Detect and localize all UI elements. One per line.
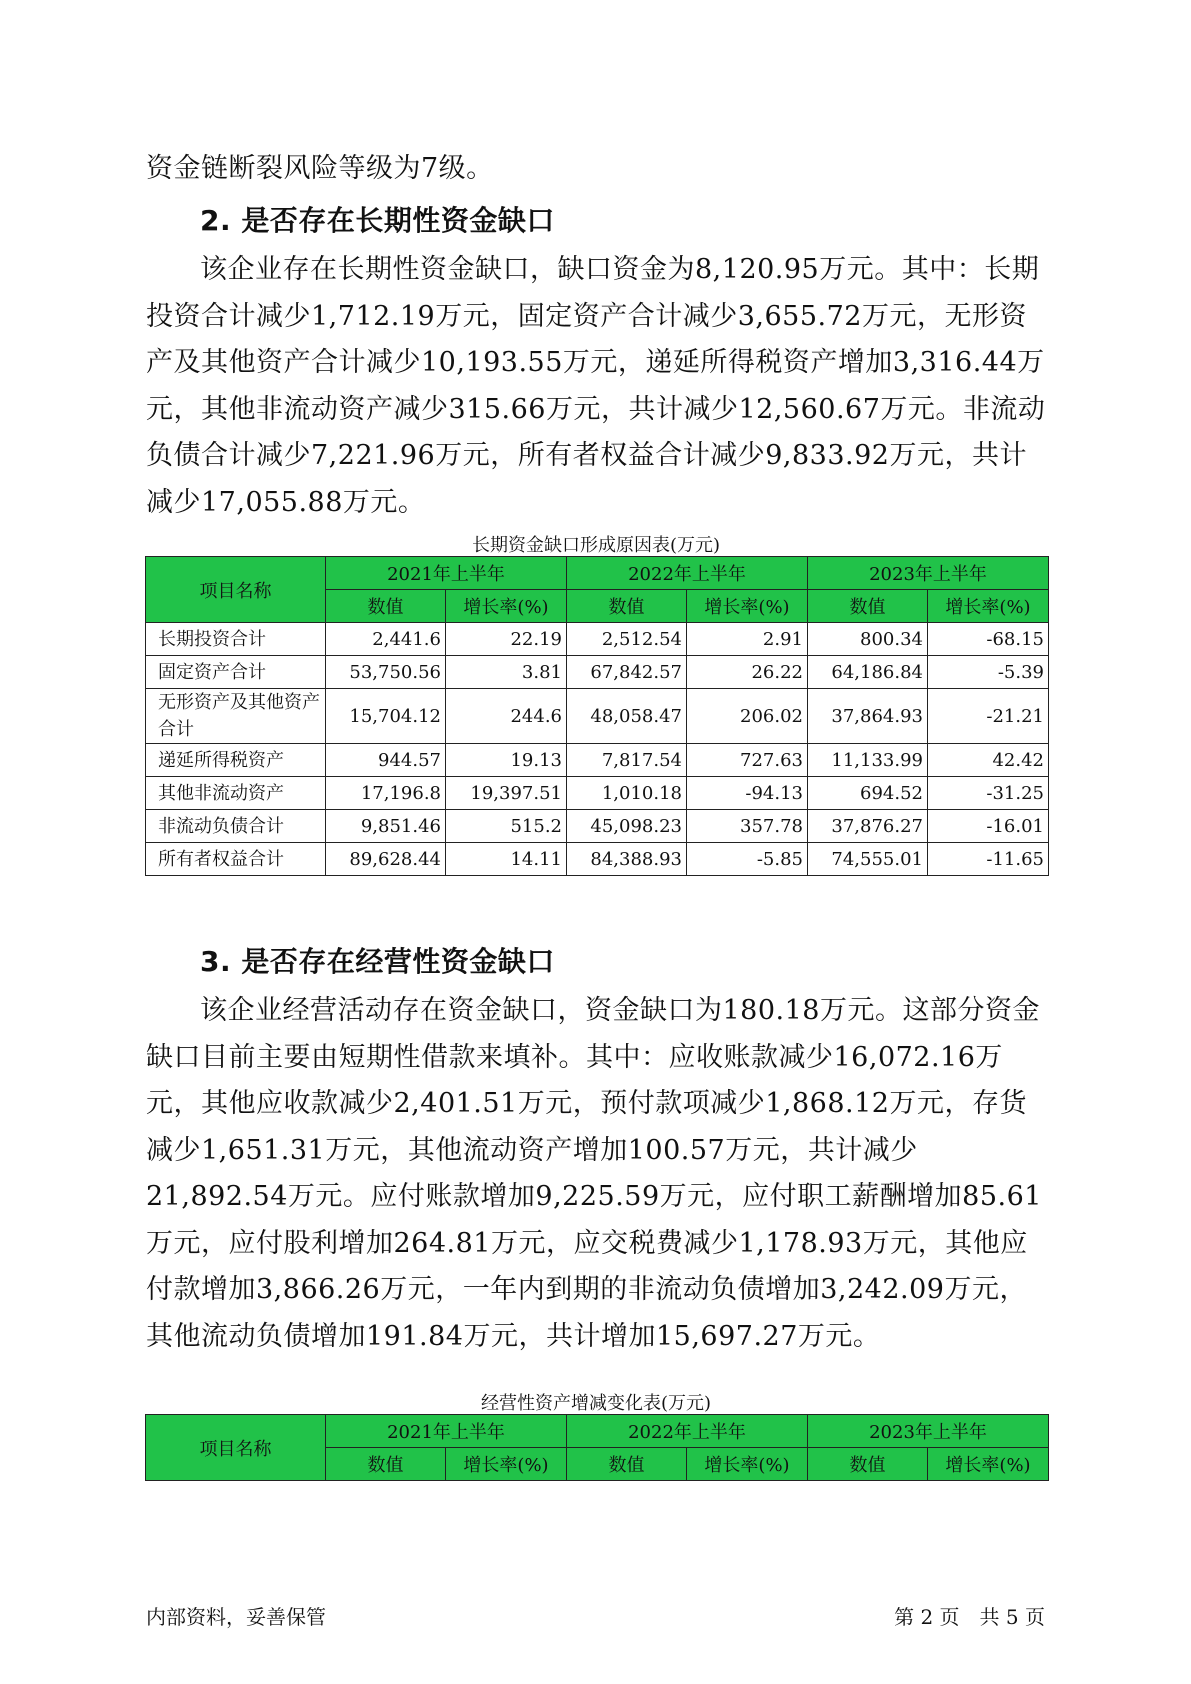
operating-assets-table [145,1414,1049,1481]
cell-value: 74,555.01 [808,843,928,876]
cell-growth: -68.15 [928,623,1049,656]
cell-value: 944.57 [326,744,446,777]
table-header-growth: 增长率(%) [687,590,808,623]
cell-value: 2,441.6 [326,623,446,656]
cell-value: 11,133.99 [808,744,928,777]
table-2-caption: 经营性资产增减变化表(万元) [480,1393,712,1414]
row-label: 其他非流动资产 [146,777,326,810]
cell-growth: 727.63 [687,744,808,777]
cell-value: 84,388.93 [567,843,687,876]
cell-growth: 515.2 [446,810,567,843]
table-header-period: 2021年上半年 [326,557,567,590]
table-row [146,777,1049,810]
table-header-value: 数值 [326,1448,446,1481]
cell-value: 7,817.54 [567,744,687,777]
section-3-heading: 3. 是否存在经营性资金缺口 [200,945,555,978]
cell-growth: 244.6 [446,689,567,744]
cell-growth: 22.19 [446,623,567,656]
cell-value: 17,196.8 [326,777,446,810]
cell-value: 2,512.54 [567,623,687,656]
table-header-item-name: 项目名称 [146,1415,326,1481]
section-2-paragraph: 该企业存在长期性资金缺口，缺口资金为8,120.95万元。其中：长期投资合计减少1,712.19万元，固定资产合计减少3,655.72万元，无形资产及其他资产合计减少10,193.55万元，递延所得税资产增加3,316.44万元，其他非流动资产减少315.66万元，共计减少12,560.67万元。非流动负债合计减少7,221.96万元，所有者权益合计减少9,833.92万元，共计减少17,055.88万元。 [146,254,1046,518]
cell-growth: -21.21 [928,689,1049,744]
cell-growth: 42.42 [928,744,1049,777]
table-row [146,744,1049,777]
footer-left: 内部资料，妥善保管 [146,1605,326,1629]
table-row [146,810,1049,843]
row-label: 非流动负债合计 [146,810,326,843]
table-header-item-name: 项目名称 [146,557,326,623]
table-header-period: 2023年上半年 [808,557,1049,590]
cell-value: 37,864.93 [808,689,928,744]
intro-line: 资金链断裂风险等级为7级。 [146,153,494,184]
row-label: 递延所得税资产 [146,744,326,777]
table-header-value: 数值 [808,590,928,623]
footer-page-number: 第 2 页 共 5 页 [894,1605,1045,1629]
table-row [146,623,1049,656]
table-header-value: 数值 [567,590,687,623]
cell-growth: -94.13 [687,777,808,810]
cell-value: 694.52 [808,777,928,810]
table-row [146,656,1049,689]
cell-growth: 206.02 [687,689,808,744]
section-2-heading: 2. 是否存在长期性资金缺口 [200,204,555,237]
table-header-value: 数值 [567,1448,687,1481]
table-header-growth: 增长率(%) [446,590,567,623]
cell-growth: 19,397.51 [446,777,567,810]
cell-growth: 26.22 [687,656,808,689]
cell-growth: 357.78 [687,810,808,843]
row-label: 所有者权益合计 [146,843,326,876]
cell-growth: 14.11 [446,843,567,876]
cell-value: 1,010.18 [567,777,687,810]
table-header-growth: 增长率(%) [687,1448,808,1481]
table-row [146,689,1049,744]
cell-growth: 2.91 [687,623,808,656]
table-1-caption: 长期资金缺口形成原因表(万元) [471,535,721,556]
table-header-period: 2022年上半年 [567,557,808,590]
cell-value: 37,876.27 [808,810,928,843]
row-label: 长期投资合计 [146,623,326,656]
table-header-value: 数值 [326,590,446,623]
table-header-period: 2022年上半年 [567,1415,808,1448]
cell-value: 800.34 [808,623,928,656]
cell-growth: -5.85 [687,843,808,876]
cell-value: 45,098.23 [567,810,687,843]
cell-value: 89,628.44 [326,843,446,876]
cell-value: 48,058.47 [567,689,687,744]
row-label: 无形资产及其他资产合计 [146,689,326,744]
cell-value: 53,750.56 [326,656,446,689]
cell-growth: -5.39 [928,656,1049,689]
cell-value: 64,186.84 [808,656,928,689]
table-header-growth: 增长率(%) [446,1448,567,1481]
cell-growth: 3.81 [446,656,567,689]
cell-value: 9,851.46 [326,810,446,843]
table-header-value: 数值 [808,1448,928,1481]
row-label: 固定资产合计 [146,656,326,689]
table-header-growth: 增长率(%) [928,590,1049,623]
cell-growth: -31.25 [928,777,1049,810]
table-row [146,843,1049,876]
cell-growth: -11.65 [928,843,1049,876]
cell-value: 67,842.57 [567,656,687,689]
section-3-paragraph: 该企业经营活动存在资金缺口，资金缺口为180.18万元。这部分资金缺口目前主要由短期性借款来填补。其中：应收账款减少16,072.16万元，其他应收款减少2,401.51万元，预付款项减少1,868.12万元，存货减少1,651.31万元，其他流动资产增加100.57万元，共计减少21,892.54万元。应付账款增加9,225.59万元，应付职工薪酬增加85.61万元，应付股利增加264.81万元，应交税费减少1,178.93万元，其他应付款增加3,866.26万元，一年内到期的非流动负债增加3,242.09万元，其他流动负债增加191.84万元，共计增加15,697.27万元。 [146,995,1042,1352]
table-header-growth: 增长率(%) [928,1448,1049,1481]
cell-growth: 19.13 [446,744,567,777]
long-term-gap-table [145,556,1049,876]
table-header-period: 2023年上半年 [808,1415,1049,1448]
cell-growth: -16.01 [928,810,1049,843]
cell-value: 15,704.12 [326,689,446,744]
table-header-period: 2021年上半年 [326,1415,567,1448]
